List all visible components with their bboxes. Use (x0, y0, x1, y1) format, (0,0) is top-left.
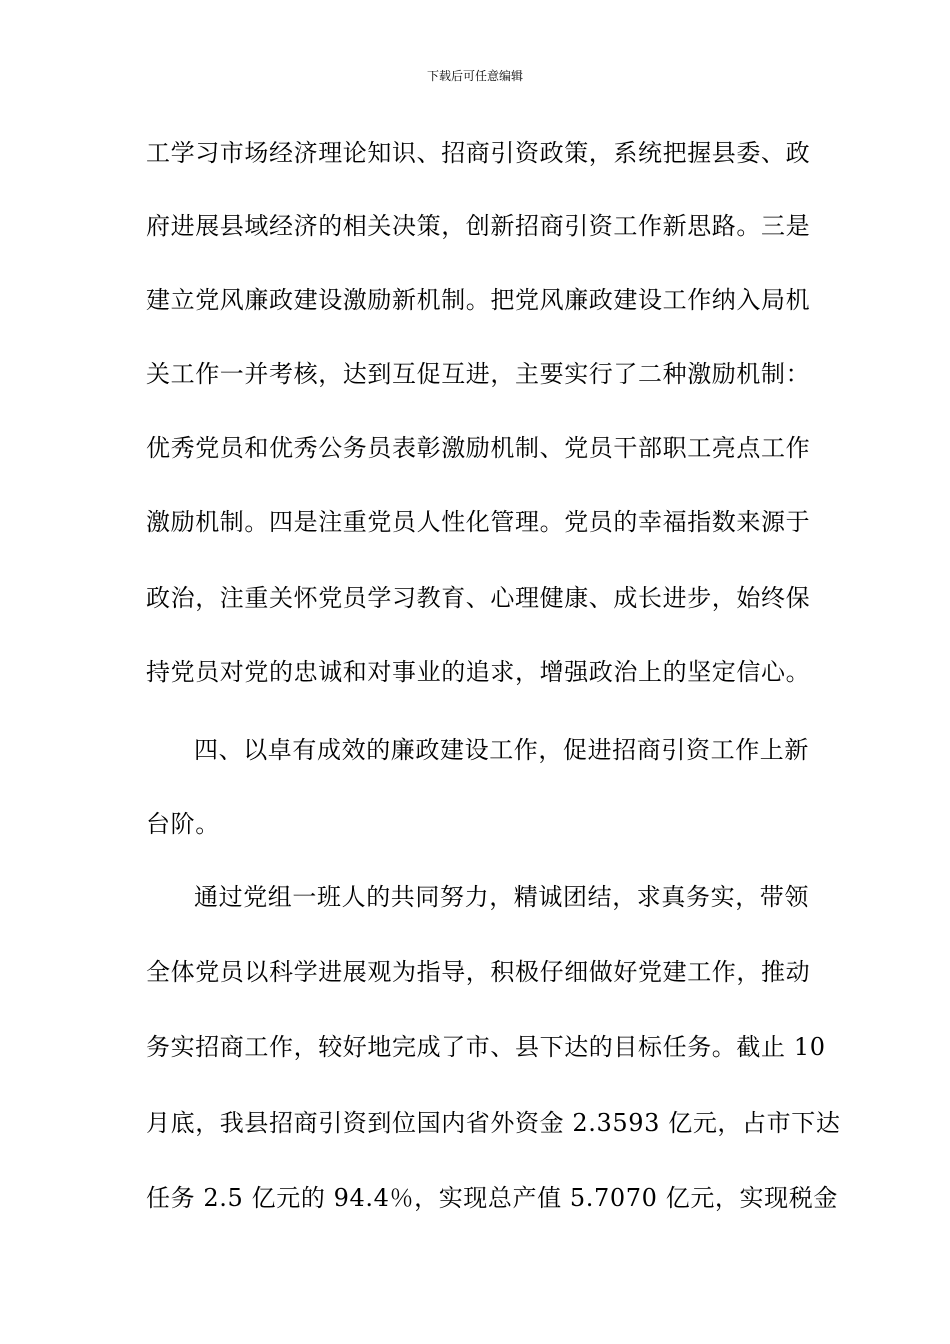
body-line-6: 激励机制。四是注重党员人性化管理。党员的幸福指数来源于 (146, 508, 811, 536)
body-line-13: 务实招商工作，较好地完成了市、县下达的目标任务。截止 10 (146, 1033, 826, 1061)
body-line-1: 工学习市场经济理论知识、招商引资政策，系统把握县委、政 (146, 139, 811, 167)
body-line-4: 关工作一并考核，达到互促互进，主要实行了二种激励机制： (146, 360, 811, 388)
section-heading-line-1: 四、以卓有成效的廉政建设工作，促进招商引资工作上新 (194, 736, 809, 764)
body-line-12: 全体党员以科学进展观为指导，积极仔细做好党建工作，推动 (146, 958, 811, 986)
body-line-3: 建立党风廉政建设激励新机制。把党风廉政建设工作纳入局机 (146, 286, 811, 314)
body-line-11: 通过党组一班人的共同努力，精诚团结，求真务实，带领 (194, 883, 809, 911)
body-line-7: 政治，注重关怀党员学习教育、心理健康、成长进步，始终保 (146, 584, 811, 612)
body-line-5: 优秀党员和优秀公务员表彰激励机制、党员干部职工亮点工作 (146, 434, 811, 462)
body-line-8: 持党员对党的忠诚和对事业的追求，增强政治上的坚定信心。 (146, 658, 811, 686)
body-line-2: 府进展县域经济的相关决策，创新招商引资工作新思路。三是 (146, 212, 811, 240)
section-heading-line-2: 台阶。 (146, 810, 220, 838)
body-line-14: 月底，我县招商引资到位国内省外资金 2.3593 亿元，占市下达 (146, 1109, 841, 1137)
body-line-15: 任务 2.5 亿元的 94.4％，实现总产值 5.7070 亿元，实现税金 (146, 1184, 838, 1212)
page-header: 下载后可任意编辑 (426, 69, 523, 83)
